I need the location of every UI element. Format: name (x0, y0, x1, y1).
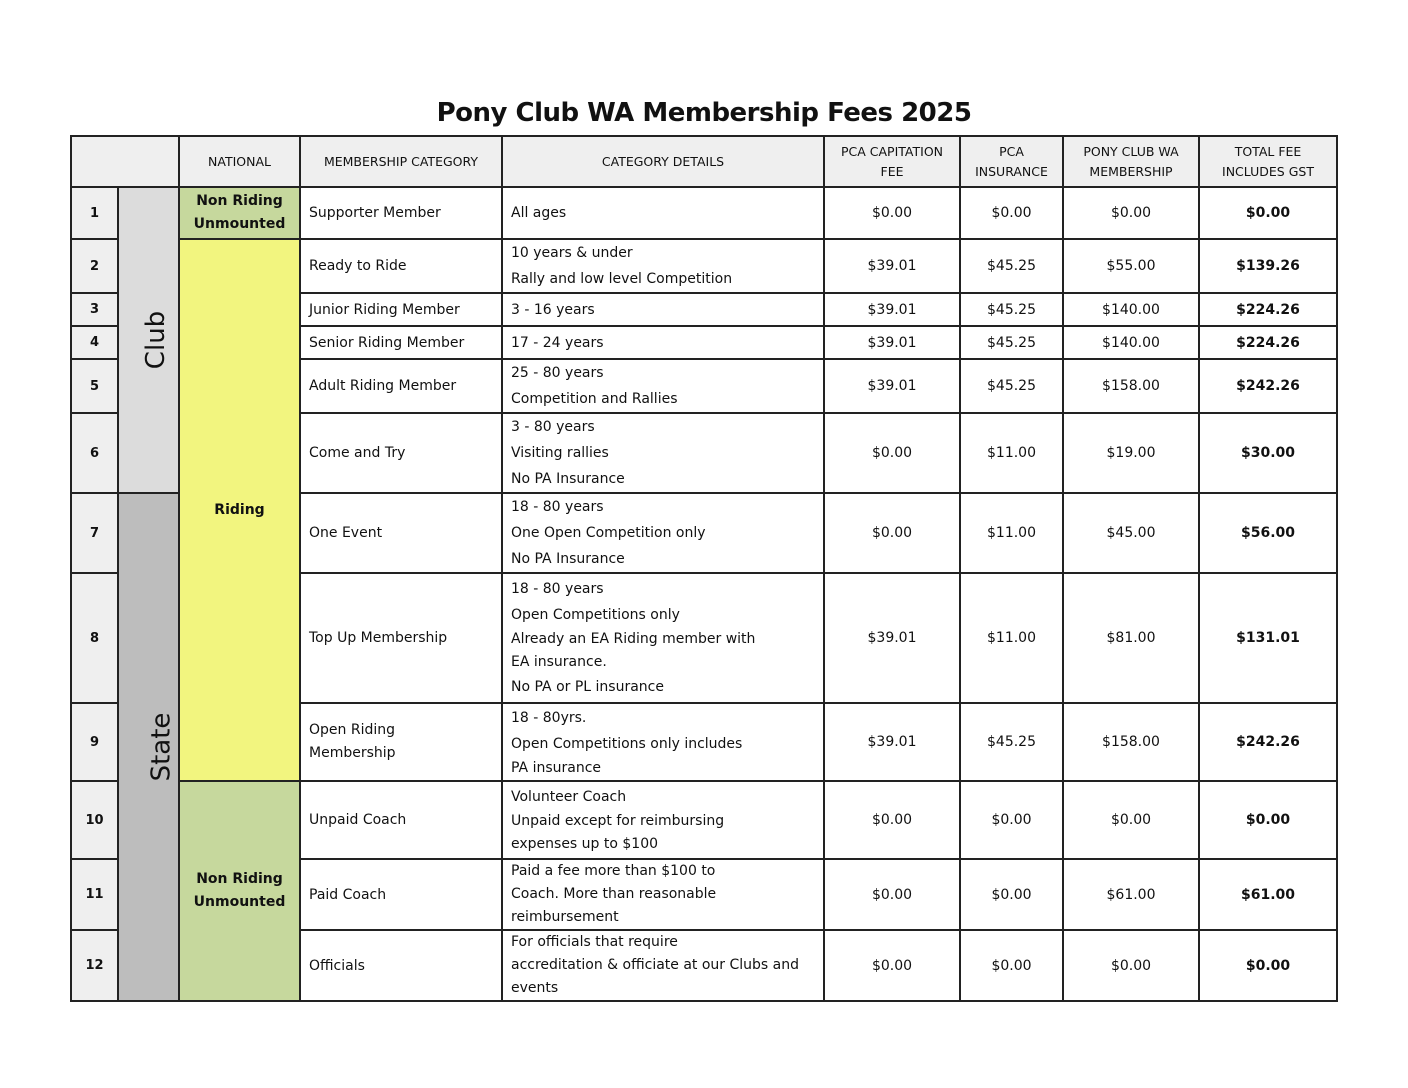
category-details (502, 293, 824, 326)
state-group-cell (118, 493, 179, 1001)
category-details (502, 326, 824, 359)
detail-line: accreditation & officiate at our Clubs and (511, 957, 800, 973)
header-membership-category: MEMBERSHIP CATEGORY (300, 136, 502, 187)
membership-category: Adult Riding Member (300, 359, 502, 413)
detail-line: Paid a fee more than $100 to (511, 863, 716, 879)
detail-line: Open Competitions only (511, 607, 680, 623)
category-details (502, 859, 824, 930)
pca-capitation-fee: $39.01 (824, 326, 960, 359)
membership-category: Junior Riding Member (300, 293, 502, 326)
detail-line: All ages (511, 205, 567, 221)
row-number: 5 (71, 359, 118, 413)
membership-category (300, 703, 502, 781)
detail-line: Unpaid except for reimbursing (511, 813, 725, 829)
category-details (502, 493, 824, 573)
detail-line: events (511, 980, 559, 996)
row-number: 3 (71, 293, 118, 326)
row-number: 2 (71, 239, 118, 293)
membership-category: One Event (300, 493, 502, 573)
total-fee: $61.00 (1199, 859, 1337, 930)
pca-insurance: $0.00 (960, 930, 1063, 1001)
total-fee: $0.00 (1199, 187, 1337, 239)
header-blank (71, 136, 179, 187)
header-pca-insurance (960, 136, 1063, 187)
pony-club-wa-membership: $140.00 (1063, 293, 1199, 326)
membership-category: Come and Try (300, 413, 502, 493)
row-number: 9 (71, 703, 118, 781)
total-fee: $139.26 (1199, 239, 1337, 293)
total-fee: $242.26 (1199, 703, 1337, 781)
header-line: INCLUDES GST (1222, 163, 1314, 179)
pca-capitation-fee: $0.00 (824, 859, 960, 930)
header-line: MEMBERSHIP (1089, 163, 1173, 179)
detail-line: Already an EA Riding member with (511, 631, 756, 647)
category-details (502, 781, 824, 859)
header-line: INSURANCE (975, 163, 1048, 179)
pca-capitation-fee: $39.01 (824, 573, 960, 703)
membership-category: Supporter Member (300, 187, 502, 239)
club-group-cell (118, 187, 179, 493)
group-line: Unmounted (193, 216, 286, 232)
pony-club-wa-membership: $0.00 (1063, 187, 1199, 239)
detail-line: expenses up to $100 (511, 836, 659, 852)
table-row (71, 187, 1337, 239)
row-number: 10 (71, 781, 118, 859)
pca-insurance: $0.00 (960, 187, 1063, 239)
header-line: PCA CAPITATION (840, 143, 944, 159)
pony-club-wa-membership: $45.00 (1063, 493, 1199, 573)
pony-club-wa-membership: $81.00 (1063, 573, 1199, 703)
header-line: PONY CLUB WA (1083, 143, 1179, 159)
pony-club-wa-membership: $19.00 (1063, 413, 1199, 493)
pony-club-wa-membership: $0.00 (1063, 781, 1199, 859)
total-fee: $30.00 (1199, 413, 1337, 493)
detail-line: No PA Insurance (511, 471, 625, 487)
pony-club-wa-membership: $158.00 (1063, 359, 1199, 413)
non-riding-group-cell (179, 781, 300, 1001)
detail-line: 18 - 80 years (511, 581, 604, 597)
detail-line: Open Competitions only includes (511, 736, 743, 752)
total-fee: $242.26 (1199, 359, 1337, 413)
detail-line: No PA or PL insurance (511, 679, 664, 695)
pca-capitation-fee: $39.01 (824, 359, 960, 413)
pony-club-wa-membership: $0.00 (1063, 930, 1199, 1001)
group-line: Non Riding (196, 871, 283, 887)
category-details (502, 187, 824, 239)
header-total-fee (1199, 136, 1337, 187)
category-details (502, 359, 824, 413)
table-row (71, 239, 1337, 293)
membership-category: Unpaid Coach (300, 781, 502, 859)
pony-club-wa-membership: $140.00 (1063, 326, 1199, 359)
header-national: NATIONAL (179, 136, 300, 187)
pca-capitation-fee: $0.00 (824, 493, 960, 573)
category-details (502, 930, 824, 1001)
total-fee: $224.26 (1199, 293, 1337, 326)
pca-insurance: $0.00 (960, 781, 1063, 859)
row-number: 12 (71, 930, 118, 1001)
membership-fees-table (70, 135, 1338, 1002)
detail-line: No PA Insurance (511, 551, 625, 567)
total-fee: $224.26 (1199, 326, 1337, 359)
header-row (71, 136, 1337, 187)
header-line: PCA (999, 143, 1024, 159)
page-title: Pony Club WA Membership Fees 2025 (436, 98, 972, 128)
pca-insurance: $45.25 (960, 703, 1063, 781)
membership-category: Paid Coach (300, 859, 502, 930)
pony-club-wa-membership: $61.00 (1063, 859, 1199, 930)
header-pca-capitation (824, 136, 960, 187)
header-line: TOTAL FEE (1234, 143, 1302, 159)
pca-insurance: $45.25 (960, 359, 1063, 413)
pca-insurance: $45.25 (960, 293, 1063, 326)
detail-line: 10 years & under (511, 245, 633, 261)
detail-line: PA insurance (511, 760, 602, 776)
state-label: State (146, 712, 177, 782)
pca-insurance: $0.00 (960, 859, 1063, 930)
total-fee: $131.01 (1199, 573, 1337, 703)
category-details (502, 413, 824, 493)
category-details (502, 573, 824, 703)
table-row (71, 781, 1337, 859)
detail-line: 17 - 24 years (511, 334, 604, 351)
total-fee: $56.00 (1199, 493, 1337, 573)
pca-capitation-fee: $39.01 (824, 239, 960, 293)
non-riding-group-cell (179, 187, 300, 239)
detail-line: 25 - 80 years (511, 365, 604, 381)
detail-line: Volunteer Coach (511, 789, 627, 805)
pca-insurance: $11.00 (960, 413, 1063, 493)
pca-capitation-fee: $0.00 (824, 413, 960, 493)
pca-insurance: $45.25 (960, 326, 1063, 359)
pca-insurance: $45.25 (960, 239, 1063, 293)
pca-capitation-fee: $0.00 (824, 187, 960, 239)
group-line: Non Riding (196, 193, 283, 209)
total-fee: $0.00 (1199, 930, 1337, 1001)
header-pony-club-wa-membership (1063, 136, 1199, 187)
pca-insurance: $11.00 (960, 493, 1063, 573)
category-details (502, 239, 824, 293)
pony-club-wa-membership: $158.00 (1063, 703, 1199, 781)
pca-capitation-fee: $39.01 (824, 703, 960, 781)
detail-line: Competition and Rallies (511, 391, 678, 407)
membership-category: Ready to Ride (300, 239, 502, 293)
detail-line: Coach. More than reasonable (511, 886, 717, 902)
detail-line: 18 - 80yrs. (511, 710, 587, 726)
pca-capitation-fee: $39.01 (824, 293, 960, 326)
row-number: 11 (71, 859, 118, 930)
category-line: Membership (309, 745, 396, 761)
pca-capitation-fee: $0.00 (824, 930, 960, 1001)
detail-line: 18 - 80 years (511, 499, 604, 515)
pca-capitation-fee: $0.00 (824, 781, 960, 859)
membership-category: Officials (300, 930, 502, 1001)
header-category-details: CATEGORY DETAILS (502, 136, 824, 187)
club-label: Club (141, 310, 172, 370)
row-number: 4 (71, 326, 118, 359)
pca-insurance: $11.00 (960, 573, 1063, 703)
group-line: Unmounted (193, 894, 286, 910)
total-fee: $0.00 (1199, 781, 1337, 859)
membership-category: Top Up Membership (300, 573, 502, 703)
detail-line: 3 - 80 years (511, 419, 595, 435)
header-line: FEE (880, 163, 904, 179)
row-number: 6 (71, 413, 118, 493)
row-number: 7 (71, 493, 118, 573)
category-details (502, 703, 824, 781)
detail-line: Rally and low level Competition (511, 271, 733, 287)
detail-line: One Open Competition only (511, 525, 706, 541)
membership-category: Senior Riding Member (300, 326, 502, 359)
detail-line: Visiting rallies (511, 445, 609, 461)
row-number: 1 (71, 187, 118, 239)
pony-club-wa-membership: $55.00 (1063, 239, 1199, 293)
row-number: 8 (71, 573, 118, 703)
detail-line: reimbursement (511, 909, 619, 925)
detail-line: For officials that require (511, 934, 678, 950)
category-line: Open Riding (309, 722, 395, 738)
detail-line: EA insurance. (511, 654, 607, 670)
riding-group-cell: Riding (179, 239, 300, 781)
detail-line: 3 - 16 years (511, 301, 595, 318)
